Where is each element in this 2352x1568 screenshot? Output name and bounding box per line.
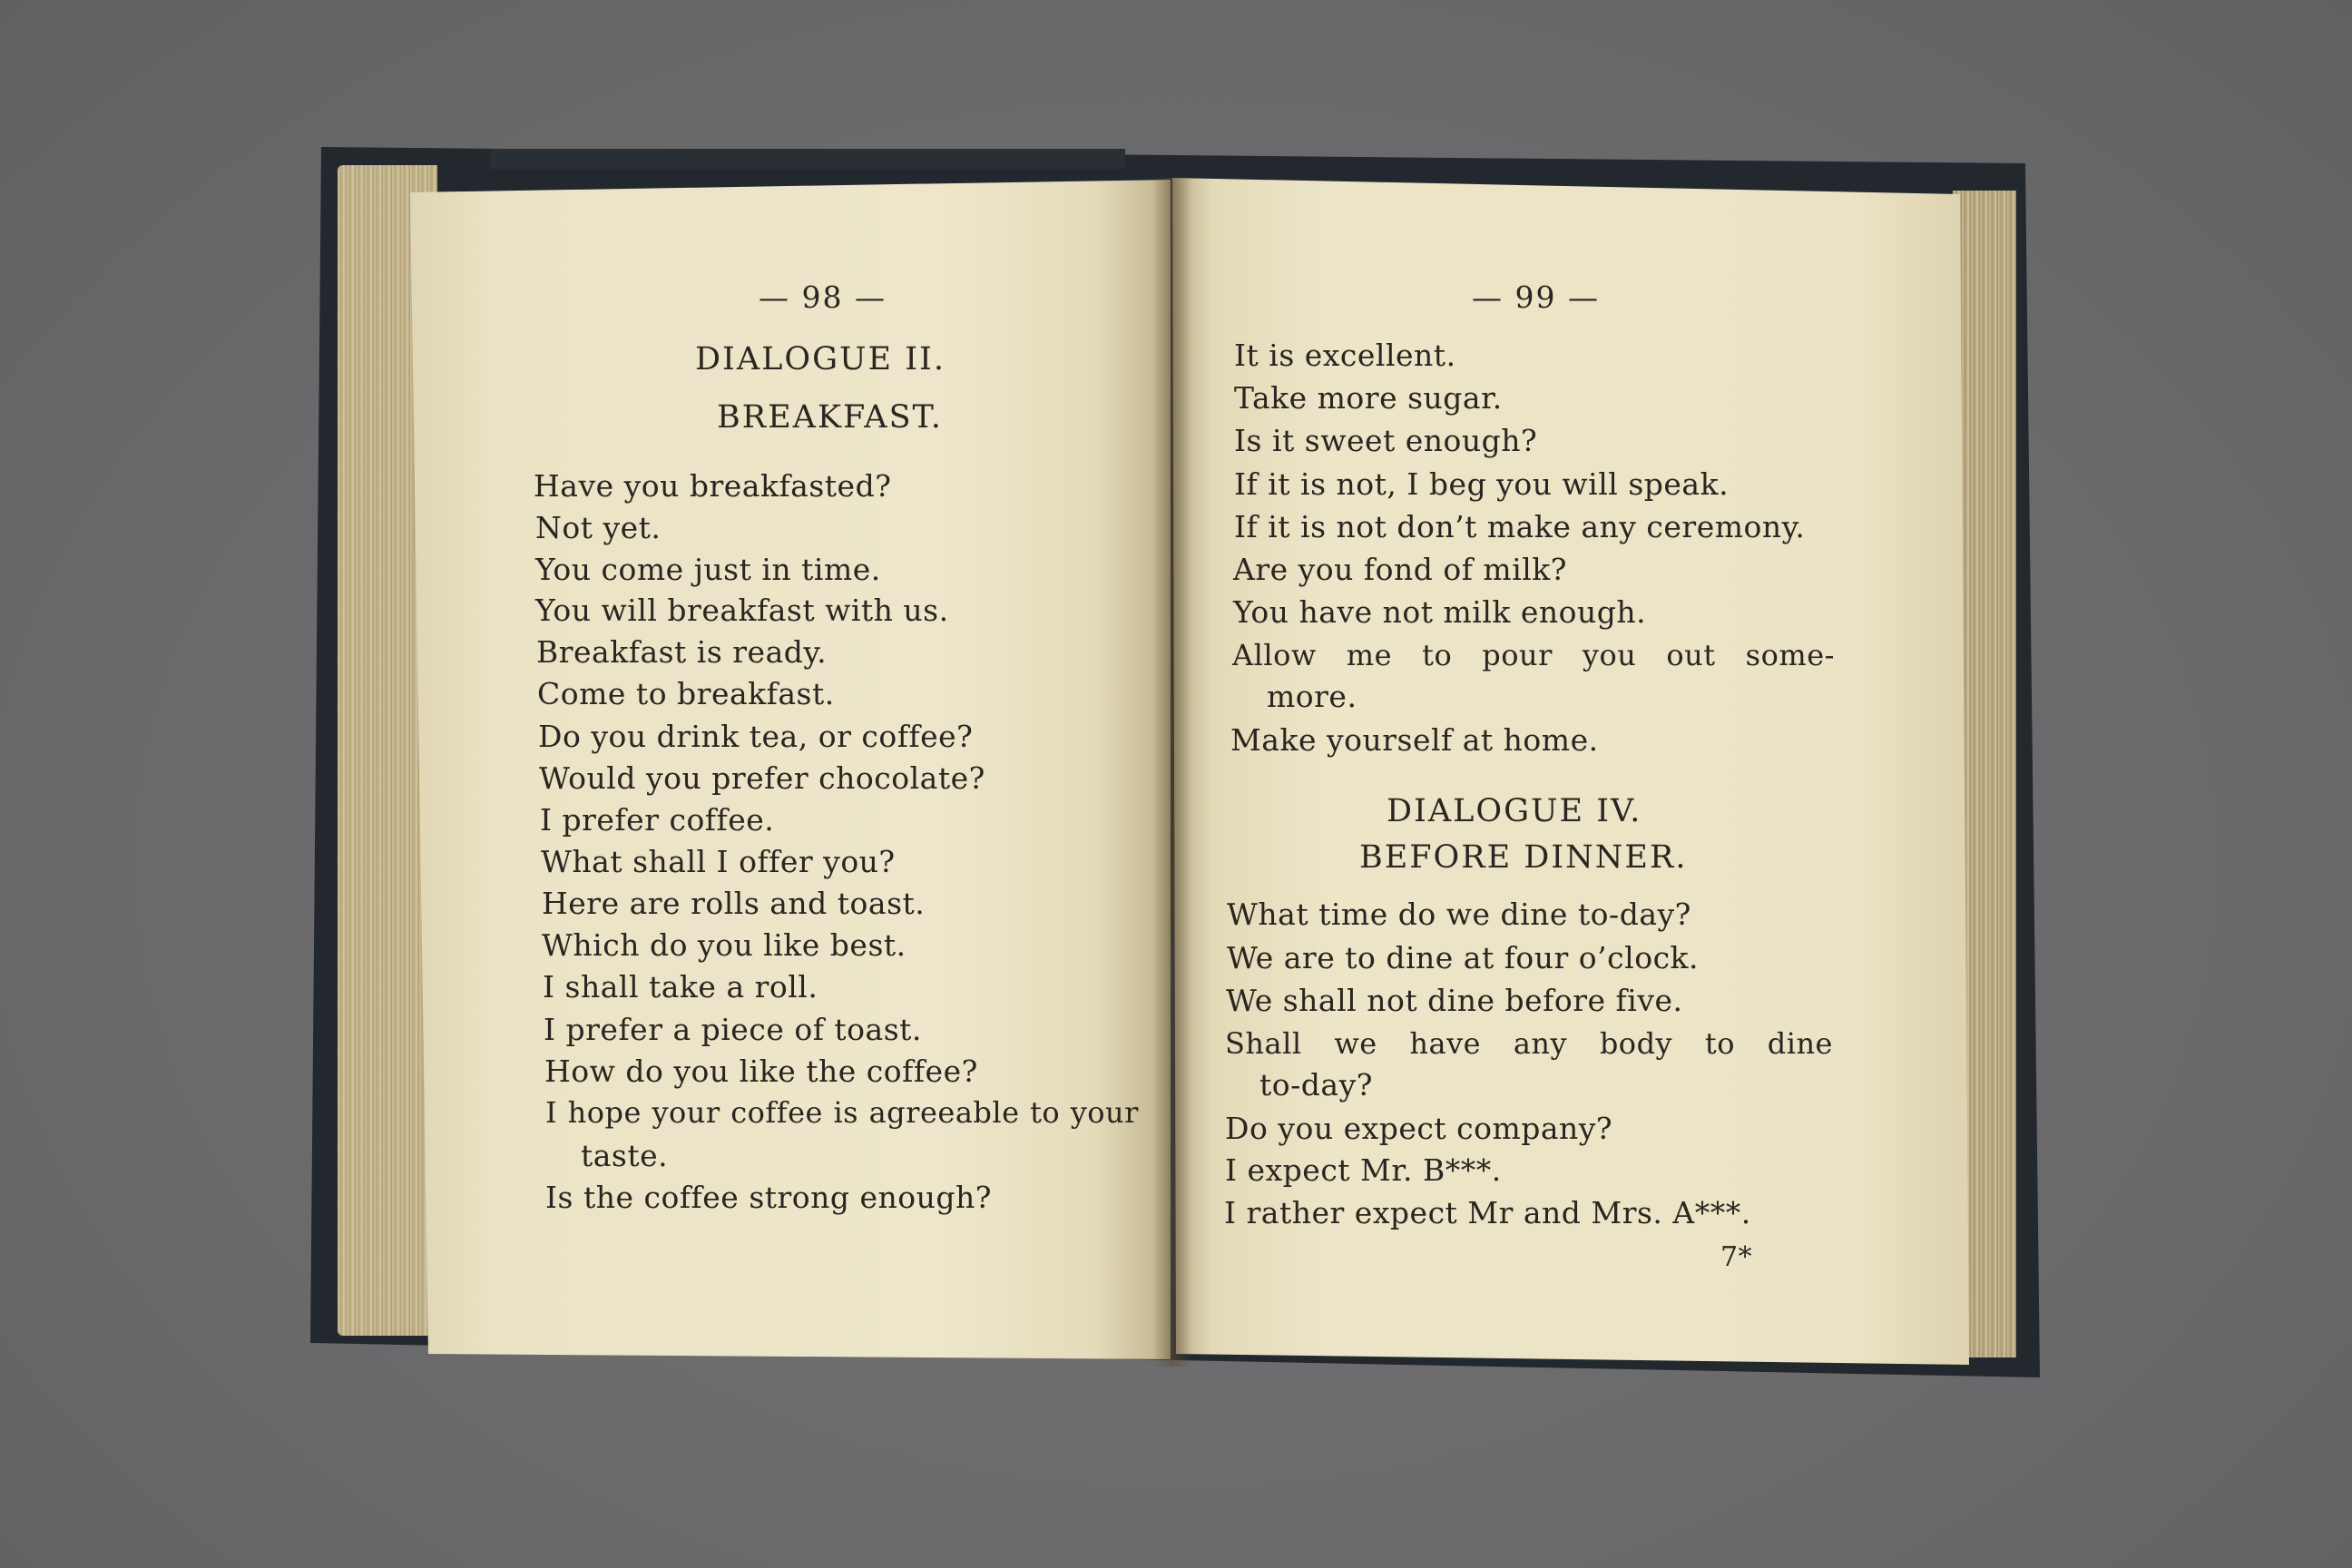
dialogue-line: Do you drink tea, or coffee?	[538, 719, 974, 754]
dialogue-line: I prefer coffee.	[540, 802, 775, 838]
dialogue-line: I shall take a roll.	[543, 969, 818, 1004]
right-page-number: — 99 —	[1472, 279, 1600, 315]
dialogue-line: Not yet.	[535, 510, 662, 545]
dialogue-line: I prefer a piece of toast.	[544, 1012, 922, 1047]
dialogue-line: Which do you like best.	[542, 927, 906, 963]
dialogue-line: Make yourself at home.	[1230, 722, 1599, 758]
dialogue-line-continuation: to-day?	[1259, 1067, 1373, 1102]
dialogue-line: You come just in time.	[535, 552, 881, 587]
dialogue-line: What shall I offer you?	[541, 844, 896, 879]
dialogue-line: Are you fond of milk?	[1233, 552, 1567, 587]
dialogue-line: Take more sugar.	[1234, 380, 1503, 416]
left-dialogue-title: DIALOGUE II.	[695, 341, 946, 377]
dialogue-line: Shall we have any body to dine	[1225, 1026, 1833, 1061]
right-dialogue-title: DIALOGUE IV.	[1387, 793, 1642, 829]
dialogue-line: Allow me to pour you out some-	[1232, 638, 1835, 672]
dialogue-line: If it is not don’t make any ceremony.	[1234, 509, 1806, 544]
right-dialogue-subtitle: BEFORE DINNER.	[1359, 839, 1688, 876]
dialogue-line: We shall not dine before five.	[1226, 983, 1683, 1018]
dialogue-line: Is the coffee strong enough?	[545, 1180, 993, 1215]
dialogue-line: You have not milk enough.	[1233, 594, 1647, 630]
dialogue-line-continuation: more.	[1267, 679, 1357, 714]
left-dialogue-subtitle: BREAKFAST.	[717, 399, 943, 436]
book-spine-top	[490, 149, 1125, 169]
dialogue-line: Would you prefer chocolate?	[539, 760, 985, 796]
dialogue-line: What time do we dine to-day?	[1227, 897, 1691, 932]
left-page-number: — 98 —	[759, 279, 887, 315]
dialogue-line: We are to dine at four o’clock.	[1227, 940, 1700, 975]
dialogue-line: Is it sweet enough?	[1234, 423, 1538, 458]
book-gutter	[1152, 178, 1192, 1367]
dialogue-line: I expect Mr. B***.	[1225, 1152, 1502, 1188]
dialogue-line: Here are rolls and toast.	[542, 886, 926, 921]
dialogue-line: Do you expect company?	[1225, 1111, 1613, 1146]
dialogue-line: Come to breakfast.	[537, 676, 835, 711]
dialogue-line: Breakfast is ready.	[536, 634, 828, 670]
dialogue-line: It is excellent.	[1234, 338, 1456, 373]
dialogue-line: If it is not, I beg you will speak.	[1234, 466, 1730, 502]
dialogue-line: Have you breakfasted?	[534, 468, 892, 504]
dialogue-line-continuation: taste.	[581, 1138, 669, 1173]
dialogue-line: You will breakfast with us.	[535, 593, 949, 628]
dialogue-line: I hope your coffee is agreeable to your	[545, 1095, 1139, 1130]
dialogue-line: How do you like the coffee?	[544, 1054, 978, 1089]
signature-mark: 7*	[1720, 1241, 1753, 1273]
dialogue-line: I rather expect Mr and Mrs. A***.	[1224, 1195, 1751, 1230]
